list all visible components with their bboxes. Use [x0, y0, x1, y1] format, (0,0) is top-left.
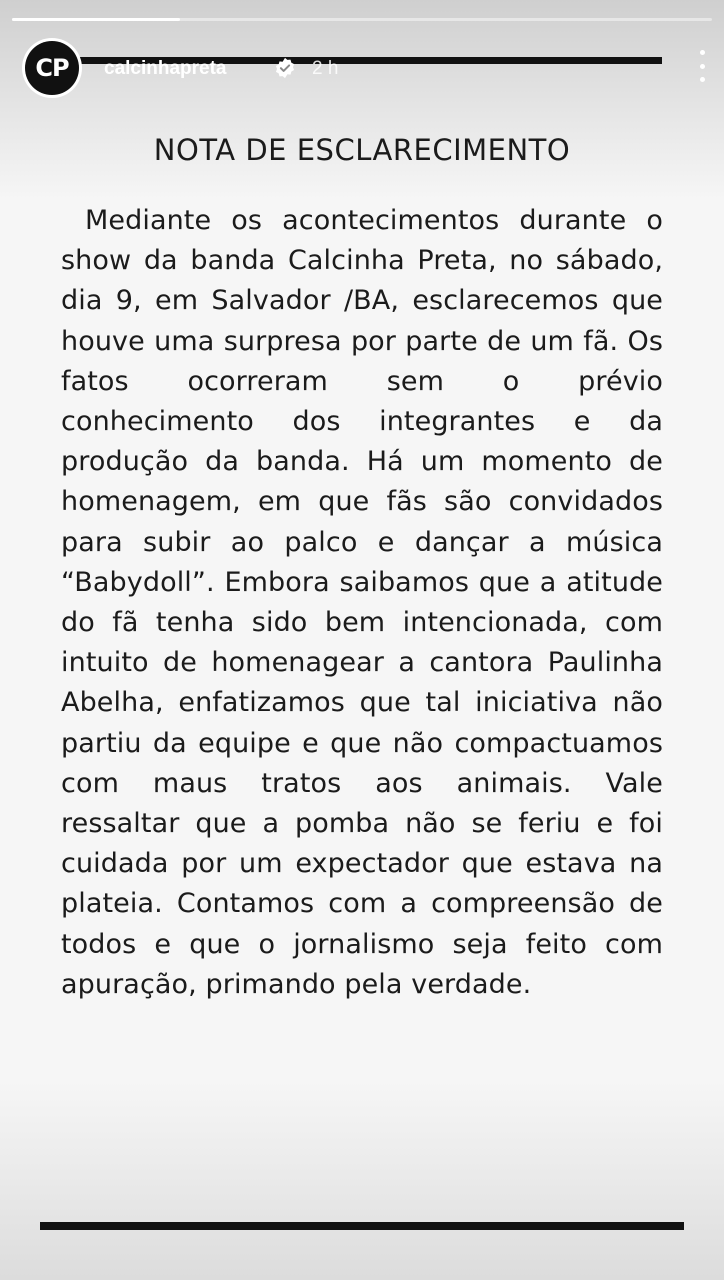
bottom-censor-bar [40, 1222, 684, 1230]
notice-body: Mediante os acontecimentos durante o show da banda Calcinha Preta, no sábado, dia 9, em Salvador /BA, esclarecemos que houve uma surpresa por parte de um fã. Os fatos ocorreram sem o prévio conhecimento dos integrantes e da produção da banda. Há um momento de homenagem, em que fãs são convidados para subir ao palco e dançar a música “Babydoll”. Embora saibamos que a atitude do fã tenha sido bem intencionada, com intuito de homenagear a cantora Paulinha Abelha, enfatizamos que tal iniciativa não partiu da equipe e que não compactuamos com maus tratos aos animais. Vale ressaltar que a pomba não se feriu e foi cuidada por um expectador que estava na plateia. Contamos com a compreensão de todos e que o jornalismo seja feito com apuração, primando pela verdade. [61, 205, 663, 1000]
username[interactable]: calcinhapreta [104, 58, 227, 79]
story-header [22, 38, 702, 100]
notice-title: NOTA DE ESCLARECIMENTO [153, 133, 571, 167]
avatar[interactable] [22, 38, 82, 98]
story-progress-bar [12, 18, 712, 21]
story-progress-fill [12, 18, 180, 21]
post-time: 2 h [312, 58, 339, 79]
avatar-logo [25, 41, 79, 95]
verified-badge-icon [274, 57, 296, 79]
more-vertical-icon[interactable] [694, 50, 710, 82]
avatar-text: CP [35, 54, 69, 82]
